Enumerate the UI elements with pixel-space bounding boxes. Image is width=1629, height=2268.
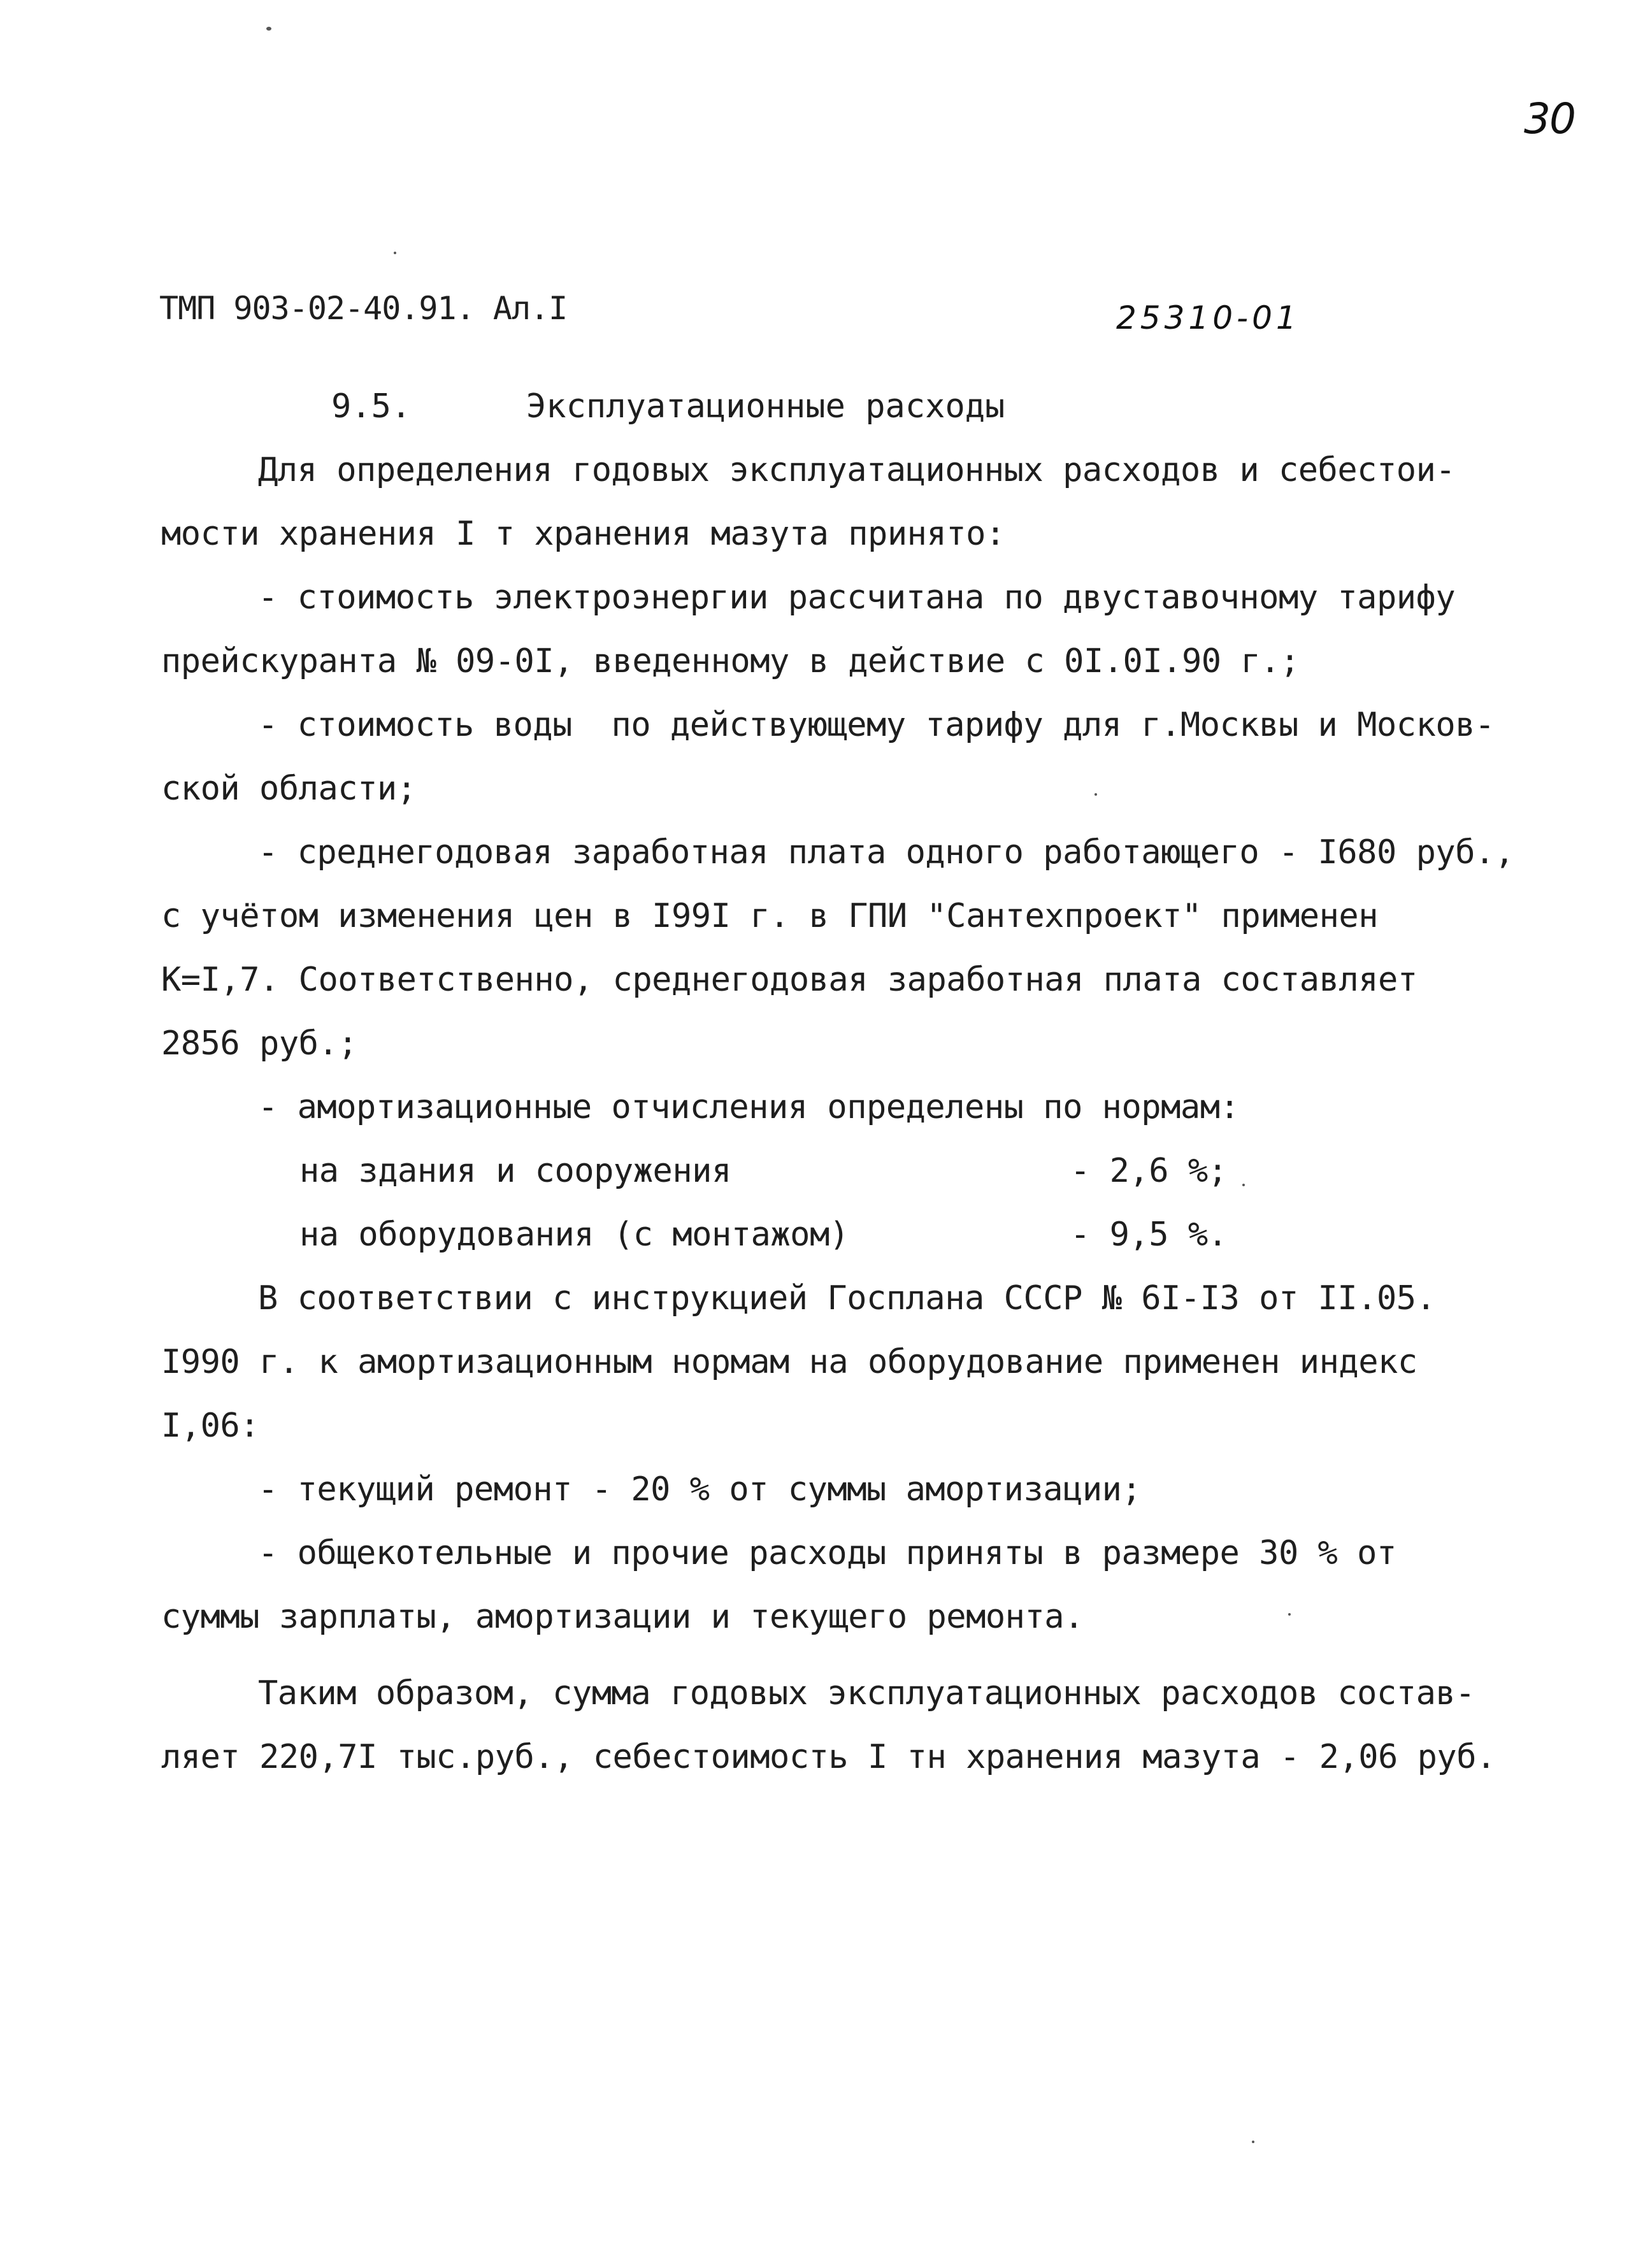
body-line: Таким образом, сумма годовых эксплуатационных расходов состав- (258, 1674, 1475, 1712)
section-number: 9.5. (331, 387, 412, 426)
norm-label: на оборудования (с монтажом) (299, 1216, 849, 1254)
body-line: - стоимость электроэнергии рассчитана по двуставочному тарифу (258, 578, 1456, 617)
body-line: В соответствии с инструкцией Госплана СССР № 6I-I3 от II.05. (258, 1279, 1436, 1317)
norm-value: - 9,5 %. (1070, 1216, 1228, 1254)
document-code: ТМП 903-02-40.91. Ал.I (159, 290, 568, 327)
body-line: ляет 220,7I тыс.руб., себестоимость I тн хранения мазута - 2,06 руб. (161, 1738, 1496, 1776)
body-line: с учётом изменения цен в I99I г. в ГПИ "Сантехпроект" применен (161, 897, 1379, 935)
archive-number: 25310-01 (1116, 299, 1300, 336)
scan-speck (1094, 793, 1097, 796)
scan-speck (1242, 1184, 1245, 1186)
body-line: Для определения годовых эксплуатационных расходов и себестои- (258, 451, 1456, 489)
page-number: 30 (1524, 94, 1575, 143)
body-line: - текущий ремонт - 20 % от суммы амортизации; (258, 1470, 1142, 1509)
body-line: К=I,7. Соответственно, среднегодовая заработная плата составляет (161, 961, 1417, 999)
body-line: прейскуранта № 09-0I, введенному в действие с 0I.0I.90 г.; (161, 642, 1300, 680)
body-line: суммы зарплаты, амортизации и текущего ремонта. (161, 1598, 1084, 1636)
body-line: - стоимость воды по действующему тарифу для г.Москвы и Москов- (258, 706, 1495, 744)
scan-speck (1252, 2141, 1254, 2143)
scan-speck (1288, 1613, 1291, 1616)
body-line: - амортизационные отчисления определены по нормам: (258, 1088, 1240, 1126)
scan-speck (266, 27, 271, 31)
norm-value: - 2,6 %; (1070, 1152, 1228, 1190)
section-title: Эксплуатационные расходы (526, 387, 1005, 426)
body-line: I990 г. к амортизационным нормам на оборудование применен индекс (161, 1343, 1417, 1381)
body-line: ской области; (161, 770, 417, 808)
scan-speck (394, 252, 396, 254)
body-line: - среднегодовая заработная плата одного работающего - I680 руб., (258, 833, 1514, 872)
body-line: I,06: (161, 1407, 260, 1445)
norm-label: на здания и сооружения (299, 1152, 731, 1190)
body-line: - общекотельные и прочие расходы приняты в размере 30 % от (258, 1534, 1396, 1572)
body-line: 2856 руб.; (161, 1024, 358, 1063)
body-line: мости хранения I т хранения мазута принято: (161, 515, 1005, 553)
